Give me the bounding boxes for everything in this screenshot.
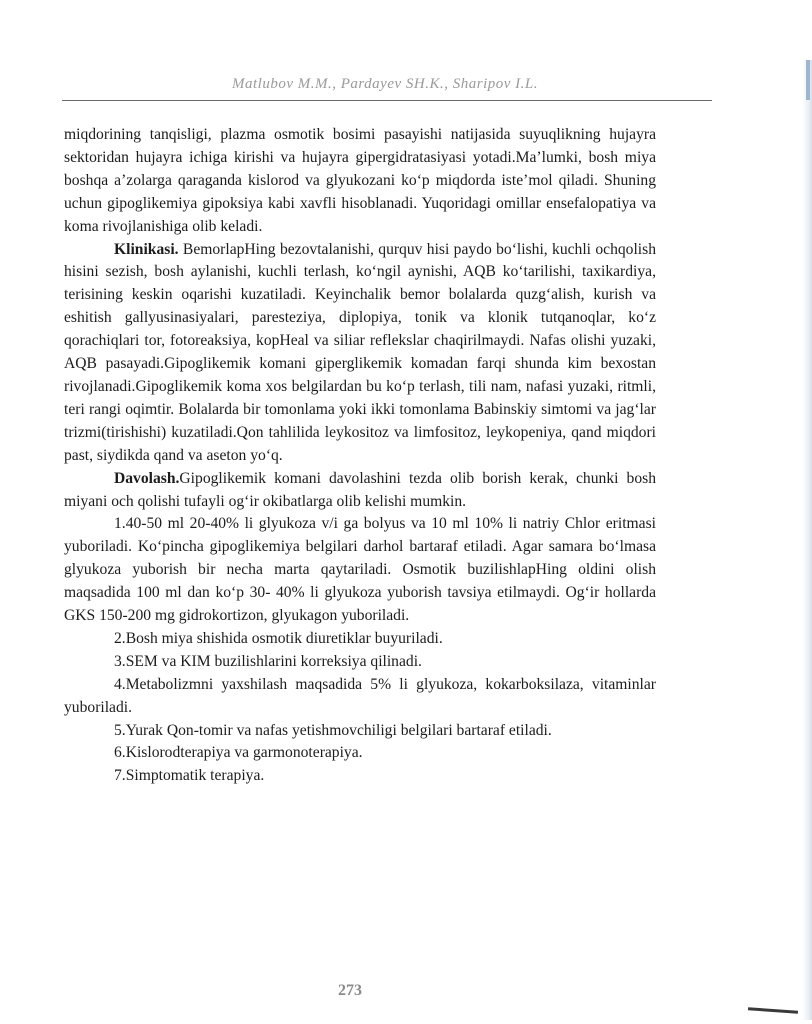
- treatment-item-3: 3.SEM va KIM buzilishlarini korreksiya qilinadi.: [114, 652, 422, 670]
- running-header: Matlubov M.M., Pardayev SH.K., Sharipov I.L.: [232, 76, 538, 92]
- clinical-text: BemorlapHing bezovtalanishi, qurquv hisi paydo bo‘lishi, kuchli ochqolish hisini sezish, bosh aylanishi, kuchli terlash, ko‘ngil aynishi, AQB ko‘tarilishi, taxikardiya, terisining keskin oqarishi kuzatiladi. Keyinchalik bemor bolalarda quzg‘alish, kurish va eshitish gallyusinasiyalari, paresteziya, diplopiya, tonik va klonik tutqanoqlar, ko‘z qorachiqlari tor, fotoreaksiya, kopHeal va siliar reflekslar chaqirilmaydi. Nafas olishi yuzaki, AQB pasayadi.Gipoglikemik komani giperglikemik komadan farqi shunda kim bexostan rivojlanadi.Gipoglikemik koma xos belgilardan bu ko‘p terlash, tili nam, nafasi yuzaki, ritmli, teri rangi oqimtir. Bolalarda bir tomonlama yoki ikki tomonlama Babinskiy simtomi va jag‘lar trizmi(tirishishi) kuzatiladi.Qon tahlilida leykositoz va limfositoz, leykopeniya, qand miqdori past, siydikda qand va aseton yo‘q.: [64, 240, 656, 464]
- treatment-item-2: 2.Bosh miya shishida osmotik diuretiklar buyuriladi.: [114, 629, 443, 647]
- treatment-item-7: 7.Simptomatik terapiya.: [114, 767, 265, 785]
- scan-corner-mark: [748, 1007, 798, 1013]
- treatment-text: Gipoglikemik komani davolashini tezda olib borish kerak, chunki bosh miyani och qolishi tufayli og‘ir okibatlarga olib kelishi mumkin.: [64, 469, 656, 510]
- treatment-heading: Davolash.: [114, 469, 180, 487]
- treatment-item-1: 1.40-50 ml 20-40% li glyukoza v/i ga bolyus va 10 ml 10% li natriy Chlor eritmasi yuboriladi. Ko‘pincha gipoglikemiya belgilari darhol bartaraf etiladi. Agar samara bo‘lmasa glyukoza yuborish bir necha marta qaytariladi. Osmotik buzilishlapHing oldini olish maqsadida 100 ml dan ko‘p 30- 40% li glyukoza yuborish tavsiya etilmaydi. Og‘ir hollarda GKS 150-200 mg gidrokortizon, glyukagon yuboriladi.: [64, 515, 656, 625]
- clinical-heading: Klinikasi.: [114, 240, 179, 258]
- treatment-item-5: 5.Yurak Qon-tomir va nafas yetishmovchiligi belgilari bartaraf etiladi.: [114, 721, 552, 739]
- paragraph-pathogenesis: miqdorining tanqisligi, plazma osmotik bosimi pasayishi natijasida suyuqlikning hujayra sektoridan hujayra ichiga kirishi va hujayra gipergidratasiyasi yotadi.Ma’lumki, bosh miya boshqa a’zolarga qaraganda kislorod va glyukozani ko‘p miqdorda iste’mol qiladi. Shuning uchun gipoglikemiya gipoksiya kabi xavfli hisoblanadi. Yuqoridagi omillar ensefalopatiya va koma rivojlanishiga olib keladi.: [64, 126, 656, 235]
- treatment-item-4: 4.Metabolizmni yaxshilash maqsadida 5% li glyukoza, kokarboksilaza, vitaminlar yuboriladi.: [64, 675, 656, 716]
- header-divider: [62, 100, 712, 101]
- page-edge-mark: [806, 60, 810, 100]
- treatment-item-6: 6.Kislorodterapiya va garmonoterapiya.: [114, 744, 363, 762]
- paragraph-treatment: [64, 468, 656, 514]
- page-edge-shadow: [802, 60, 812, 1020]
- page-number: 273: [338, 982, 362, 999]
- body-text: [64, 124, 656, 788]
- paragraph-clinical: [64, 239, 656, 468]
